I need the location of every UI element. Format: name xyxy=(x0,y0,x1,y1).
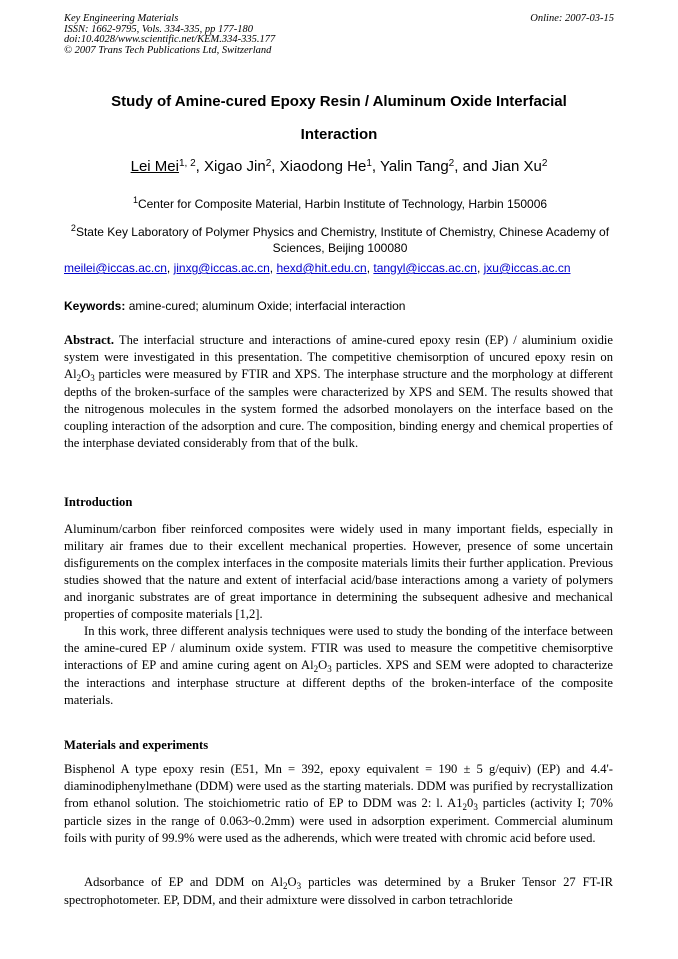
author-separator: , xyxy=(271,158,280,175)
email-link[interactable]: jinxg@iccas.ac.cn xyxy=(173,261,270,275)
subscript: 3 xyxy=(296,881,302,891)
abstract-text: O xyxy=(81,367,91,381)
email-separator: , xyxy=(366,261,374,275)
email-link[interactable]: tangyl@iccas.ac.cn xyxy=(373,261,477,275)
materials-paragraph-2 xyxy=(64,874,613,909)
email-separator: , xyxy=(476,261,484,275)
introduction-heading: Introduction xyxy=(64,495,133,509)
subscript: 3 xyxy=(473,802,478,812)
subscript: 2 xyxy=(462,802,468,812)
email-link[interactable]: hexd@hit.edu.cn xyxy=(276,261,367,275)
email-separator: , xyxy=(166,261,174,275)
subscript: 2 xyxy=(76,373,82,383)
materials-heading: Materials and experiments xyxy=(64,738,209,752)
abstract-section xyxy=(64,332,613,452)
author-affiliation-mark: 2 xyxy=(541,158,548,169)
abstract-text: particles were measured by FTIR and XPS. The interphase structure and the morphology at different depths of the broken-surface of the samples were characterized by XPS and SEM. The results showed that the nitrogenous molecules in the system formed the adsorbed monolayers on the interface based on the coupling interaction of the adsorption and cure. The composition, binding energy and chemical properties of the interphase deviated considerably from that of the bulk. xyxy=(64,367,613,450)
paragraph-text: particles was determined by a Bruker Tensor 27 FT-IR spectrophotometer. EP, DDM, and their admixture were dissolved in carbon tetrachloride xyxy=(64,875,613,907)
affiliation-1 xyxy=(64,196,616,212)
author-name: Jian Xu xyxy=(491,158,542,175)
subscript: 2 xyxy=(282,881,288,891)
paragraph-text: O xyxy=(318,658,328,672)
copyright-line: © 2007 Trans Tech Publications Ltd, Switzerland xyxy=(64,44,272,56)
paragraph-text: 0 xyxy=(467,796,474,810)
doi-line: doi:10.4028/www.scientific.net/KEM.334-335.177 xyxy=(64,34,276,45)
email-list xyxy=(64,260,624,276)
author-name: Xigao Jin xyxy=(204,158,266,175)
affiliation-text: Center for Composite Material, Harbin Institute of Technology, Harbin 150006 xyxy=(137,197,548,211)
author-affiliation-mark: 1, 2 xyxy=(178,158,196,169)
subscript: 2 xyxy=(313,664,319,674)
email-link[interactable]: jxu@iccas.ac.cn xyxy=(483,261,571,275)
paragraph-text: particles. XPS and SEM were adopted to characterize the interactions and interphase structure at different depths of the broken-interface of the composite materials. xyxy=(64,658,613,707)
introduction-section xyxy=(64,521,613,709)
paper-title-line-2: Interaction xyxy=(300,126,378,143)
keywords-line xyxy=(64,298,624,314)
issn-line: ISSN: 1662-9795, Vols. 334-335, pp 177-180 xyxy=(64,23,253,35)
paper-title-line-1: Study of Amine-cured Epoxy Resin / Aluminum Oxide Interfacial xyxy=(111,93,567,110)
abstract-paragraph xyxy=(64,332,613,452)
author-name: Xiaodong He xyxy=(279,158,367,175)
author-list xyxy=(64,157,614,177)
journal-name: Key Engineering Materials xyxy=(64,13,179,24)
online-date: Online: 2007-03-15 xyxy=(530,13,614,24)
author-affiliation-mark: 2 xyxy=(265,158,272,169)
affiliation-mark: 2 xyxy=(70,223,76,233)
abstract-text: The interfacial structure and interactions of amine-cured epoxy resin (EP) / aluminium oxidie system were investigated in this presentation. The competitive chemisorption of uncured epoxy resin on Al xyxy=(64,333,613,381)
author-name: Yalin Tang xyxy=(380,158,449,175)
email-separator: , xyxy=(269,261,277,275)
author-separator: , xyxy=(371,158,380,175)
keywords-text: amine-cured; aluminum Oxide; interfacial interaction xyxy=(125,299,406,313)
abstract-label: Abstract. xyxy=(64,333,115,347)
subscript: 3 xyxy=(327,664,332,674)
materials-paragraph-2-block xyxy=(64,874,613,909)
affiliation-text: State Key Laboratory of Polymer Physics and Chemistry, Institute of Chemistry, Chinese Academy of Sciences, Beijing 100080 xyxy=(75,225,610,255)
author-separator: , xyxy=(195,158,204,175)
paragraph-text: In this work, three different analysis techniques were used to study the bonding of the interface between the amine-cured EP / aluminum oxide system. FTIR was used to measure the competitive chemisorptive interactions of EP and amine curing agent on Al xyxy=(64,624,613,672)
paragraph-text: particles (activity I; 70% particle sizes in the range of 0.063~0.2mm) were used in adsorption experiment. Commercial aluminum foils with purity of 99.9% were used as the adherends, which were treated with chromic acid before used. xyxy=(64,796,613,845)
subscript: 3 xyxy=(90,373,95,383)
affiliation-2 xyxy=(64,224,616,256)
author-affiliation-mark: 2 xyxy=(448,158,455,169)
introduction-paragraph-1: Aluminum/carbon fiber reinforced composites were widely used in many important fields, especially in military air frames due to their excellent mechanical properties. However, presence of some uncertain disfigurements on the complex interfaces in the composite materials limits their further application. Previous studies showed that the nature and extent of interfacial acid/base interactions among a variety of polymers and inorganic substrates are of great importance in determining the subsequent adhesive and mechanical properties of composite materials [1,2]. xyxy=(64,522,613,621)
materials-paragraph-1 xyxy=(64,761,613,847)
introduction-paragraph-2 xyxy=(64,623,613,709)
email-link[interactable]: meilei@iccas.ac.cn xyxy=(64,261,167,275)
paragraph-text: Bisphenol A type epoxy resin (E51, Mn = 392, epoxy equivalent = 190 ± 5 g/equiv) (EP) and 4.4'-diaminodiphenylmethane (DDM) were used as the starting materials. DDM was purified by recrystallization from ethanol solution. The stoichiometric ratio of EP to DDM was 2: l. A1 xyxy=(64,762,613,810)
author-name[interactable]: Lei Mei xyxy=(130,158,179,175)
journal-header xyxy=(64,14,484,56)
author-affiliation-mark: 1 xyxy=(366,158,372,169)
affiliation-mark: 1 xyxy=(132,195,138,205)
keywords-label: Keywords: xyxy=(64,299,126,313)
materials-section xyxy=(64,761,613,847)
paragraph-text: O xyxy=(287,875,297,889)
author-separator: , and xyxy=(454,158,492,175)
paragraph-text: Adsorbance of EP and DDM on Al xyxy=(84,875,283,889)
